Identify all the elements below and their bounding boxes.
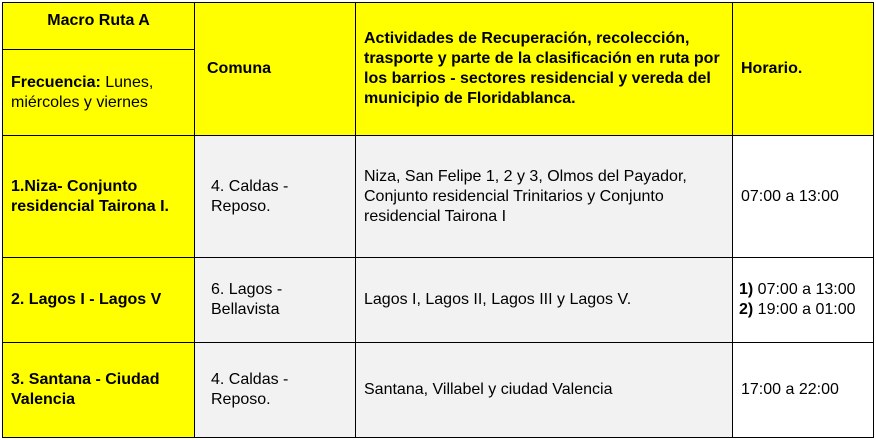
table-row <box>3 136 874 258</box>
routes-table <box>2 2 874 438</box>
comuna-cell: 6. Lagos - Bellavista <box>195 258 356 343</box>
table-row <box>3 258 874 343</box>
frecuencia-label: Frecuencia: <box>11 73 101 91</box>
actividades-header: Actividades de Recuperación, recolección, trasporte y parte de la clasificación en ruta por los barrios - sectores residencial y vereda del municipio de Floridablanca. <box>356 3 733 136</box>
barrios-cell: Lagos I, Lagos II, Lagos III y Lagos V. <box>356 258 733 343</box>
comuna-cell: 4. Caldas - Reposo. <box>195 136 356 258</box>
ruta-cell: 3. Santana - Ciudad Valencia <box>3 343 195 438</box>
horario-cell: 07:00 a 13:00 <box>733 136 874 258</box>
horario-cell <box>733 258 874 343</box>
horario-header: Horario. <box>733 3 874 136</box>
table-row <box>3 343 874 438</box>
barrios-cell: Niza, San Felipe 1, 2 y 3, Olmos del Payador, Conjunto residencial Trinitarios y Conjunto residencial Tairona I <box>356 136 733 258</box>
horario-cell: 17:00 a 22:00 <box>733 343 874 438</box>
comuna-header: Comuna <box>195 3 356 136</box>
ruta-cell: 1.Niza- Conjunto residencial Tairona I. <box>3 136 195 258</box>
macro-ruta-header: Macro Ruta A <box>3 3 195 50</box>
barrios-cell: Santana, Villabel y ciudad Valencia <box>356 343 733 438</box>
frecuencia-cell <box>3 50 195 136</box>
comuna-cell: 4. Caldas - Reposo. <box>195 343 356 438</box>
frecuencia-value: Lunes, miércoles y viernes <box>11 73 154 111</box>
horario-line-2: 2) 19:00 a 01:00 <box>739 301 856 318</box>
ruta-cell: 2. Lagos I - Lagos V <box>3 258 195 343</box>
horario-line-1: 1) 07:00 a 13:00 <box>739 281 856 298</box>
